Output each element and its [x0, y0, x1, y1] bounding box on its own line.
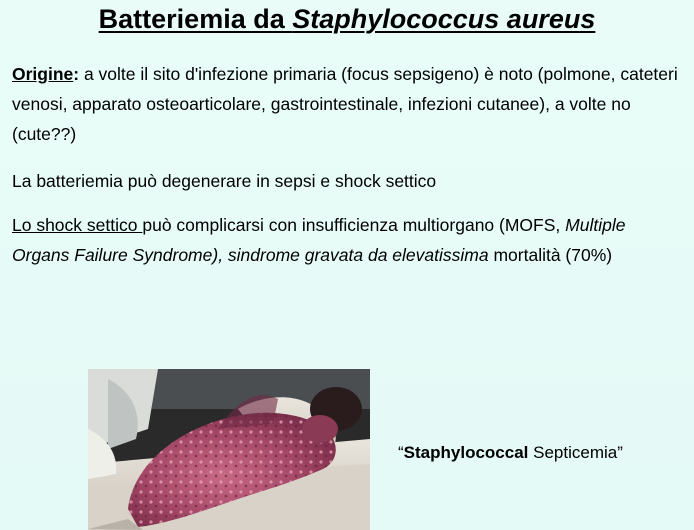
title-italic: Staphylococcus aureus — [292, 4, 596, 34]
origin-label: Origine — [12, 64, 74, 84]
origin-text: a volte il sito d'infezione primaria (focus sepsigeno) è noto (polmone, cateteri venosi, apparato osteoarticolare, gastrointestinale, infezioni cutanee), a volte no (cute??) — [12, 64, 678, 144]
slide-title — [0, 2, 694, 36]
caption-bold: Staphylococcal — [403, 443, 529, 462]
paragraph-bacteremia: La batteriemia può degenerare in sepsi e shock settico — [12, 171, 437, 191]
septic-shock-label: Lo shock settico — [12, 215, 143, 235]
septic-shock-text-1: può complicarsi con insufficienza multiorgano (MOFS, — [142, 215, 566, 235]
origin-colon: : — [73, 64, 80, 84]
septic-shock-italic: Multiple Organs Failure Syndrome), sindrome gravata da elevatissima — [12, 215, 626, 265]
clinical-photo-illustration — [88, 369, 370, 530]
paragraph-origin — [12, 59, 684, 149]
clinical-photo — [88, 369, 370, 530]
caption-open-quote: “ — [398, 443, 404, 462]
slide-title-text — [99, 4, 596, 34]
title-plain: Batteriemia da — [98, 4, 293, 34]
paragraph-septic-shock — [12, 210, 684, 270]
caption-rest: Septicemia” — [528, 443, 623, 462]
image-caption — [398, 441, 623, 465]
septic-shock-text-2: mortalità (70%) — [488, 245, 613, 265]
